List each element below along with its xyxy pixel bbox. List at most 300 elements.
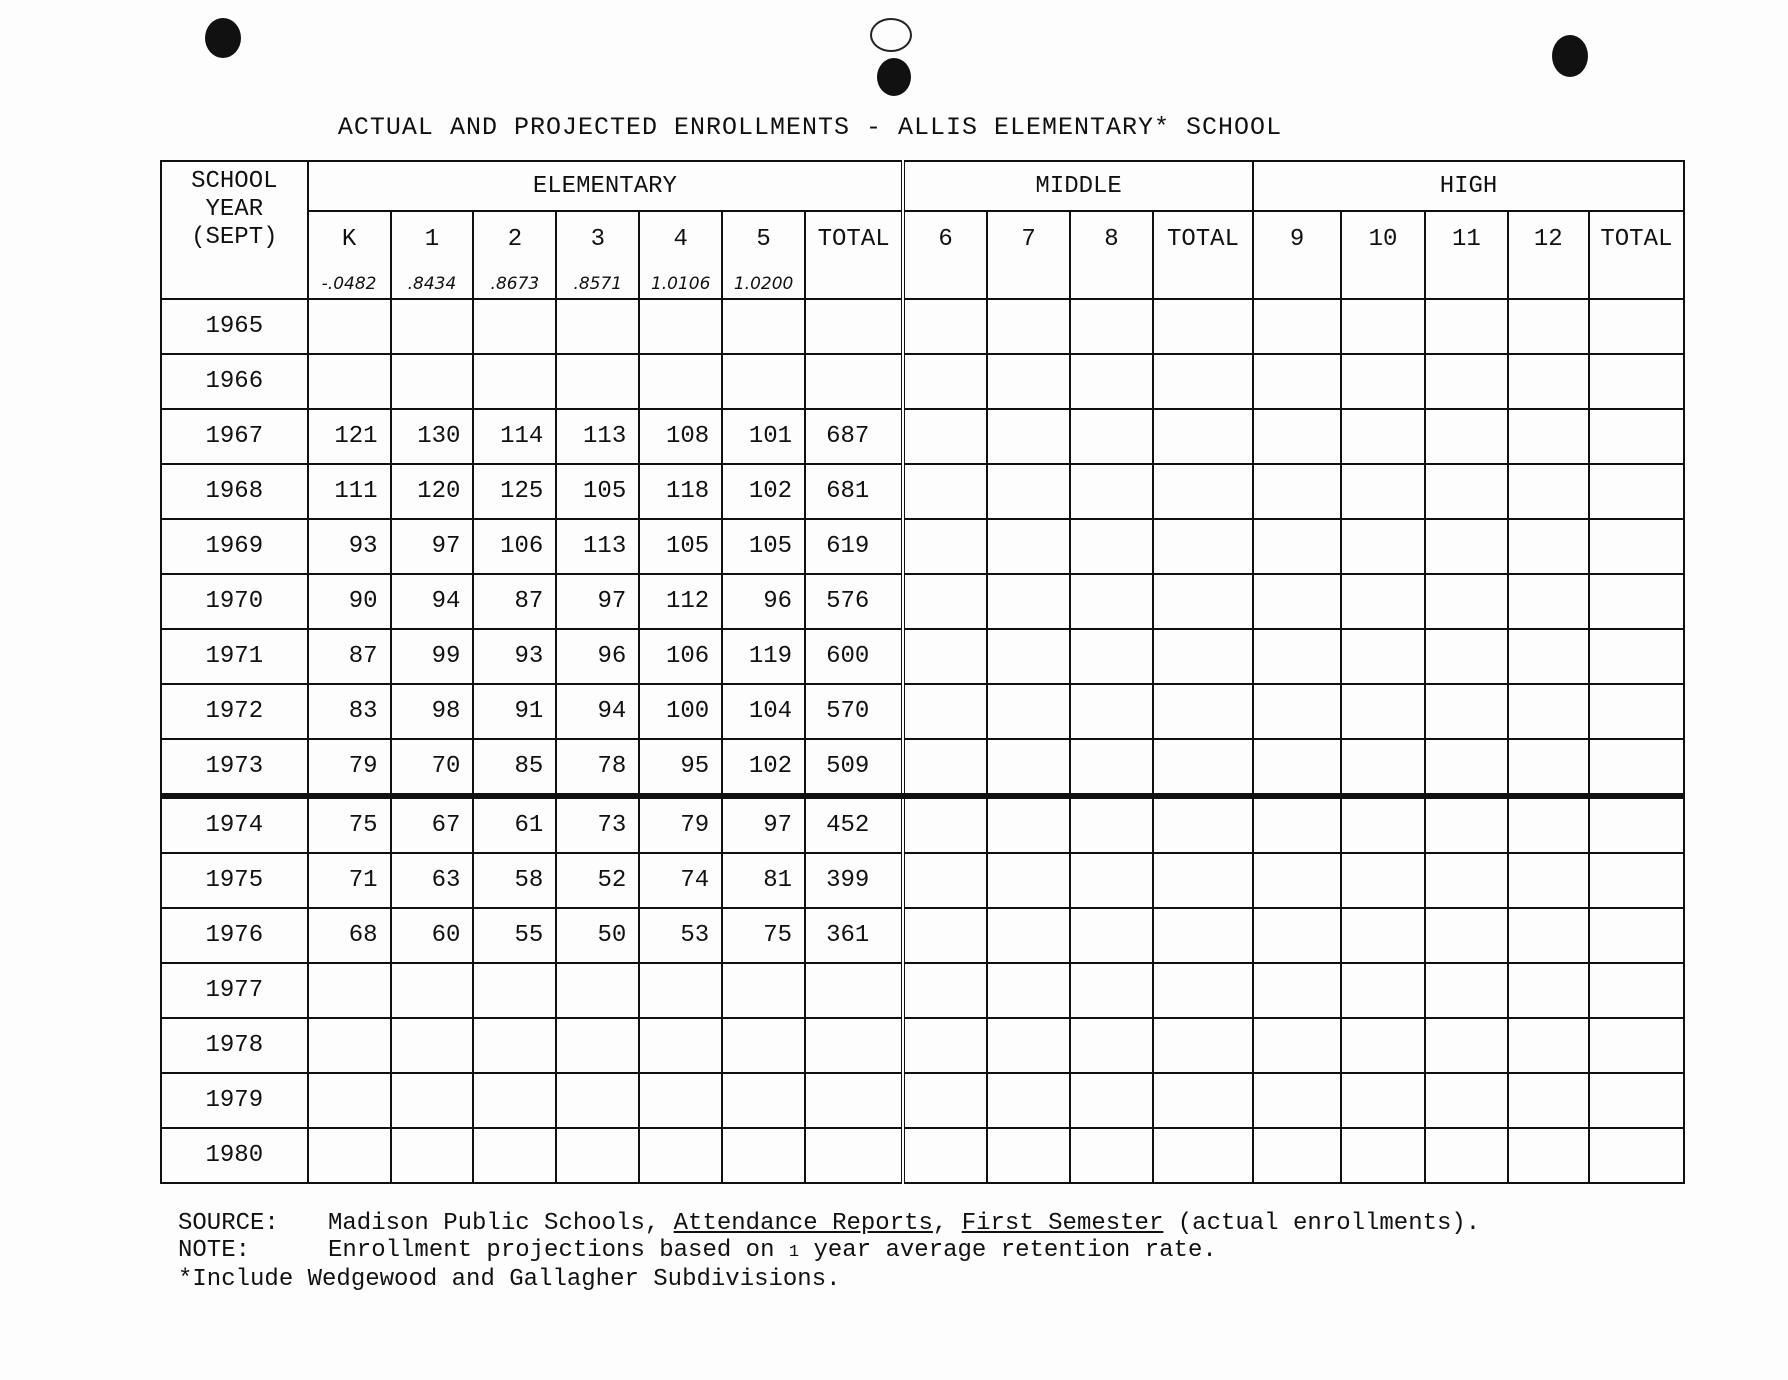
middle-cell	[1153, 684, 1253, 739]
enrollment-cell: 87	[473, 574, 556, 629]
high-cell	[1508, 853, 1589, 908]
middle-cell	[1070, 574, 1153, 629]
high-cell	[1589, 963, 1684, 1018]
enrollment-cell	[473, 1018, 556, 1073]
middle-cell	[987, 1018, 1070, 1073]
high-cell	[1508, 739, 1589, 796]
enrollment-cell	[556, 1018, 639, 1073]
table-row	[161, 853, 1684, 908]
enrollment-cell	[722, 299, 805, 354]
middle-cell	[903, 354, 987, 409]
enrollment-cell: 61	[473, 796, 556, 853]
middle-cell	[987, 519, 1070, 574]
enrollment-cell: 105	[556, 464, 639, 519]
grade-6-header	[903, 211, 987, 299]
grade-label: TOTAL	[1600, 226, 1673, 253]
high-cell	[1425, 853, 1508, 908]
table-row	[161, 684, 1684, 739]
enrollment-cell	[473, 963, 556, 1018]
school-year-cell: 1968	[161, 464, 308, 519]
grade-4-header	[639, 211, 722, 299]
enrollment-cell: 108	[639, 409, 722, 464]
middle-cell	[1153, 574, 1253, 629]
school-year-header-line2: YEAR	[205, 196, 264, 223]
source-first-semester: First Semester	[961, 1210, 1164, 1237]
enrollment-cell	[639, 299, 722, 354]
elementary-total-cell: 452	[805, 796, 903, 853]
middle-cell	[1070, 464, 1153, 519]
enrollment-cell: 96	[556, 629, 639, 684]
middle-cell	[987, 739, 1070, 796]
middle-cell	[1070, 853, 1153, 908]
middle-cell	[1153, 519, 1253, 574]
high-cell	[1508, 409, 1589, 464]
enrollment-cell	[639, 1073, 722, 1128]
enrollment-cell: 101	[722, 409, 805, 464]
high-cell	[1508, 574, 1589, 629]
middle-cell	[1153, 853, 1253, 908]
note-number: 1	[788, 1243, 800, 1262]
middle-cell	[1070, 684, 1153, 739]
middle-cell	[903, 629, 987, 684]
enrollment-cell	[308, 963, 391, 1018]
middle-cell	[1070, 963, 1153, 1018]
enrollment-cell	[473, 1073, 556, 1128]
enrollment-cell: 75	[722, 908, 805, 963]
middle-cell	[987, 299, 1070, 354]
enrollment-cell: 97	[391, 519, 474, 574]
grade-label: 9	[1289, 226, 1305, 253]
enrollment-cell: 58	[473, 853, 556, 908]
middle-cell	[1153, 299, 1253, 354]
enrollment-cell: 74	[639, 853, 722, 908]
high-cell	[1589, 739, 1684, 796]
enrollment-cell	[308, 1128, 391, 1183]
enrollment-cell: 97	[556, 574, 639, 629]
document-title: ACTUAL AND PROJECTED ENROLLMENTS - ALLIS ELEMENTARY* SCHOOL	[337, 113, 1283, 142]
enrollment-cell: 60	[391, 908, 474, 963]
high-cell	[1341, 1073, 1425, 1128]
enrollment-cell: 102	[722, 739, 805, 796]
middle-cell	[1070, 519, 1153, 574]
enrollment-cell: 70	[391, 739, 474, 796]
enrollment-cell	[473, 1128, 556, 1183]
middle-cell	[987, 1128, 1070, 1183]
elementary-total-cell: 576	[805, 574, 903, 629]
enrollment-cell: 94	[556, 684, 639, 739]
high-cell	[1589, 574, 1684, 629]
grade-k-header	[308, 211, 391, 299]
high-cell	[1253, 739, 1341, 796]
enrollment-cell: 79	[308, 739, 391, 796]
high-cell	[1341, 1128, 1425, 1183]
middle-cell	[1153, 1128, 1253, 1183]
middle-cell	[903, 684, 987, 739]
high-cell	[1341, 354, 1425, 409]
enrollment-cell	[639, 963, 722, 1018]
grade-label: 3	[590, 226, 605, 253]
grade-label: 8	[1104, 226, 1119, 253]
high-cell	[1253, 963, 1341, 1018]
middle-total-header	[1153, 211, 1253, 299]
grade-label: 7	[1021, 226, 1036, 253]
school-year-cell: 1969	[161, 519, 308, 574]
grade-label: 6	[938, 226, 953, 253]
grade-label: 2	[507, 226, 523, 253]
enrollment-cell: 114	[473, 409, 556, 464]
punch-hole-left	[205, 18, 241, 58]
enrollment-cell	[639, 1128, 722, 1183]
enrollment-cell	[473, 299, 556, 354]
enrollment-cell: 118	[639, 464, 722, 519]
elementary-group-header: ELEMENTARY	[308, 161, 904, 211]
middle-cell	[1153, 796, 1253, 853]
middle-cell	[987, 409, 1070, 464]
high-cell	[1253, 354, 1341, 409]
elementary-total-cell	[805, 354, 903, 409]
middle-cell	[1070, 409, 1153, 464]
enrollment-cell: 85	[473, 739, 556, 796]
high-cell	[1508, 963, 1589, 1018]
school-year-cell: 1965	[161, 299, 308, 354]
middle-cell	[987, 908, 1070, 963]
enrollment-table	[160, 160, 1685, 1184]
high-cell	[1253, 908, 1341, 963]
high-cell	[1425, 574, 1508, 629]
enrollment-cell	[391, 963, 474, 1018]
high-cell	[1341, 796, 1425, 853]
enrollment-cell	[391, 1128, 474, 1183]
middle-cell	[987, 684, 1070, 739]
table-row	[161, 1018, 1684, 1073]
middle-cell	[987, 354, 1070, 409]
grade-11-header	[1425, 211, 1508, 299]
school-year-header-line1: SCHOOL	[191, 168, 278, 195]
grade-9-header	[1253, 211, 1341, 299]
high-cell	[1425, 963, 1508, 1018]
enrollment-cell	[391, 1018, 474, 1073]
enrollment-cell: 96	[722, 574, 805, 629]
grade-8-header	[1070, 211, 1153, 299]
school-year-cell: 1966	[161, 354, 308, 409]
enrollment-cell: 106	[639, 629, 722, 684]
enrollment-cell: 121	[308, 409, 391, 464]
middle-cell	[1070, 739, 1153, 796]
source-separator: ,	[932, 1210, 962, 1237]
table-row	[161, 739, 1684, 796]
school-year-cell: 1980	[161, 1128, 308, 1183]
middle-cell	[903, 796, 987, 853]
middle-cell	[1070, 796, 1153, 853]
enrollment-cell: 105	[722, 519, 805, 574]
high-cell	[1508, 908, 1589, 963]
high-cell	[1425, 519, 1508, 574]
source-suffix: (actual enrollments).	[1163, 1210, 1481, 1237]
high-cell	[1589, 796, 1684, 853]
grade-10-header	[1341, 211, 1425, 299]
high-cell	[1425, 796, 1508, 853]
high-cell	[1425, 299, 1508, 354]
middle-cell	[1153, 739, 1253, 796]
grade-label: TOTAL	[817, 226, 890, 253]
middle-cell	[1070, 354, 1153, 409]
high-cell	[1589, 464, 1684, 519]
high-cell	[1589, 1018, 1684, 1073]
enrollment-cell: 102	[722, 464, 805, 519]
grade-label: K	[341, 226, 357, 253]
high-cell	[1425, 1018, 1508, 1073]
elementary-total-cell	[805, 1018, 903, 1073]
enrollment-cell	[391, 1073, 474, 1128]
grade-3-header	[556, 211, 639, 299]
middle-cell	[1070, 1018, 1153, 1073]
middle-cell	[903, 299, 987, 354]
enrollment-cell: 87	[308, 629, 391, 684]
elementary-total-cell: 600	[805, 629, 903, 684]
enrollment-cell: 83	[308, 684, 391, 739]
grade-label: 11	[1452, 226, 1481, 253]
middle-cell	[903, 1073, 987, 1128]
high-cell	[1253, 629, 1341, 684]
high-cell	[1425, 354, 1508, 409]
retention-rate: -.0482	[321, 274, 377, 294]
middle-cell	[1153, 908, 1253, 963]
school-year-cell: 1976	[161, 908, 308, 963]
high-cell	[1341, 629, 1425, 684]
high-cell	[1341, 963, 1425, 1018]
high-cell	[1253, 409, 1341, 464]
high-cell	[1253, 1128, 1341, 1183]
school-year-cell: 1967	[161, 409, 308, 464]
high-cell	[1253, 853, 1341, 908]
high-total-header	[1589, 211, 1684, 299]
enrollment-cell: 113	[556, 519, 639, 574]
enrollment-cell	[722, 1073, 805, 1128]
high-group-header: HIGH	[1253, 161, 1684, 211]
grade-1-header	[391, 211, 474, 299]
elementary-total-cell: 509	[805, 739, 903, 796]
high-cell	[1589, 409, 1684, 464]
source-prefix: Madison Public Schools,	[328, 1210, 674, 1237]
grade-2-header	[473, 211, 556, 299]
high-cell	[1589, 354, 1684, 409]
high-cell	[1425, 684, 1508, 739]
middle-cell	[987, 1073, 1070, 1128]
elementary-total-cell	[805, 1073, 903, 1128]
source-line	[178, 1210, 1480, 1237]
middle-cell	[903, 908, 987, 963]
elementary-total-header	[805, 211, 903, 299]
middle-cell	[903, 519, 987, 574]
enrollment-cell: 52	[556, 853, 639, 908]
enrollment-cell: 67	[391, 796, 474, 853]
enrollment-cell	[556, 963, 639, 1018]
middle-cell	[987, 963, 1070, 1018]
middle-cell	[1070, 1128, 1153, 1183]
enrollment-cell	[308, 299, 391, 354]
middle-cell	[987, 574, 1070, 629]
school-year-cell: 1970	[161, 574, 308, 629]
high-cell	[1589, 1073, 1684, 1128]
enrollment-cell	[722, 1018, 805, 1073]
grade-12-header	[1508, 211, 1589, 299]
enrollment-cell: 130	[391, 409, 474, 464]
high-cell	[1341, 908, 1425, 963]
enrollment-cell: 50	[556, 908, 639, 963]
high-cell	[1341, 574, 1425, 629]
middle-cell	[903, 574, 987, 629]
high-cell	[1425, 908, 1508, 963]
high-cell	[1341, 464, 1425, 519]
high-cell	[1341, 684, 1425, 739]
grade-label: 4	[673, 226, 688, 253]
high-cell	[1425, 1128, 1508, 1183]
enrollment-cell: 120	[391, 464, 474, 519]
middle-cell	[903, 853, 987, 908]
enrollment-cell	[722, 354, 805, 409]
middle-cell	[1153, 1018, 1253, 1073]
enrollment-cell: 112	[639, 574, 722, 629]
table-row	[161, 409, 1684, 464]
enrollment-cell	[308, 354, 391, 409]
elementary-total-cell: 361	[805, 908, 903, 963]
school-year-cell: 1975	[161, 853, 308, 908]
middle-cell	[903, 464, 987, 519]
high-cell	[1508, 1073, 1589, 1128]
enrollment-cell	[556, 1128, 639, 1183]
elementary-total-cell	[805, 963, 903, 1018]
school-year-cell: 1972	[161, 684, 308, 739]
grade-7-header	[987, 211, 1070, 299]
enrollment-cell	[722, 963, 805, 1018]
enrollment-cell: 104	[722, 684, 805, 739]
table-row	[161, 963, 1684, 1018]
retention-rate: 1.0200	[733, 274, 794, 294]
enrollment-cell: 93	[473, 629, 556, 684]
high-cell	[1589, 519, 1684, 574]
school-year-cell: 1979	[161, 1073, 308, 1128]
table-row	[161, 354, 1684, 409]
note-prefix: Enrollment projections based on	[328, 1237, 789, 1264]
high-cell	[1425, 739, 1508, 796]
enrollment-cell: 71	[308, 853, 391, 908]
elementary-total-cell: 681	[805, 464, 903, 519]
elementary-total-cell: 570	[805, 684, 903, 739]
high-cell	[1508, 464, 1589, 519]
grade-label: TOTAL	[1166, 226, 1239, 253]
middle-cell	[1153, 464, 1253, 519]
table-row	[161, 908, 1684, 963]
high-cell	[1253, 796, 1341, 853]
high-cell	[1253, 684, 1341, 739]
grade-5-header	[722, 211, 805, 299]
punch-hole-ring-center	[870, 18, 912, 52]
elementary-total-cell: 687	[805, 409, 903, 464]
enrollment-cell: 90	[308, 574, 391, 629]
middle-cell	[1153, 629, 1253, 684]
enrollment-cell	[556, 1073, 639, 1128]
high-cell	[1508, 629, 1589, 684]
high-cell	[1253, 1073, 1341, 1128]
enrollment-cell: 125	[473, 464, 556, 519]
high-cell	[1253, 464, 1341, 519]
high-cell	[1425, 629, 1508, 684]
high-cell	[1508, 1018, 1589, 1073]
high-cell	[1253, 1018, 1341, 1073]
middle-cell	[903, 409, 987, 464]
source-attendance-reports: Attendance Reports	[673, 1210, 933, 1237]
enrollment-cell: 95	[639, 739, 722, 796]
middle-cell	[1070, 299, 1153, 354]
table-row	[161, 519, 1684, 574]
retention-rate: .8434	[407, 274, 457, 294]
high-cell	[1341, 853, 1425, 908]
enrollment-cell: 97	[722, 796, 805, 853]
note-label: NOTE:	[178, 1237, 251, 1264]
retention-rate: .8571	[573, 274, 623, 294]
document-footer	[178, 1210, 1480, 1293]
high-cell	[1425, 1073, 1508, 1128]
table-row	[161, 1128, 1684, 1183]
middle-cell	[903, 739, 987, 796]
high-cell	[1589, 1128, 1684, 1183]
table-row	[161, 464, 1684, 519]
high-cell	[1253, 519, 1341, 574]
enrollment-cell: 93	[308, 519, 391, 574]
source-label: SOURCE:	[178, 1210, 279, 1237]
note-line	[178, 1237, 1480, 1266]
high-cell	[1508, 519, 1589, 574]
school-year-header	[161, 161, 308, 299]
enrollment-cell	[722, 1128, 805, 1183]
retention-rate: .8673	[490, 274, 540, 294]
enrollment-cell: 105	[639, 519, 722, 574]
high-cell	[1341, 519, 1425, 574]
elementary-total-cell: 619	[805, 519, 903, 574]
middle-cell	[1153, 354, 1253, 409]
enrollment-cell: 73	[556, 796, 639, 853]
high-cell	[1508, 1128, 1589, 1183]
high-cell	[1253, 574, 1341, 629]
punch-hole-center	[877, 58, 911, 96]
asterisk-note: *Include Wedgewood and Gallagher Subdivisions.	[178, 1266, 841, 1293]
middle-cell	[1153, 1073, 1253, 1128]
enrollment-cell	[391, 299, 474, 354]
table-row	[161, 299, 1684, 354]
middle-cell	[987, 796, 1070, 853]
enrollment-cell: 53	[639, 908, 722, 963]
enrollment-cell	[391, 354, 474, 409]
middle-cell	[1070, 908, 1153, 963]
enrollment-cell: 119	[722, 629, 805, 684]
high-cell	[1589, 299, 1684, 354]
middle-cell	[1070, 629, 1153, 684]
middle-cell	[903, 1018, 987, 1073]
enrollment-cell	[639, 354, 722, 409]
school-year-cell: 1977	[161, 963, 308, 1018]
enrollment-cell: 79	[639, 796, 722, 853]
enrollment-cell	[308, 1018, 391, 1073]
enrollment-cell	[556, 299, 639, 354]
table-row	[161, 629, 1684, 684]
enrollment-cell: 94	[391, 574, 474, 629]
middle-cell	[1070, 1073, 1153, 1128]
middle-cell	[903, 1128, 987, 1183]
high-cell	[1508, 299, 1589, 354]
enrollment-cell	[556, 354, 639, 409]
school-year-cell: 1974	[161, 796, 308, 853]
middle-cell	[987, 853, 1070, 908]
